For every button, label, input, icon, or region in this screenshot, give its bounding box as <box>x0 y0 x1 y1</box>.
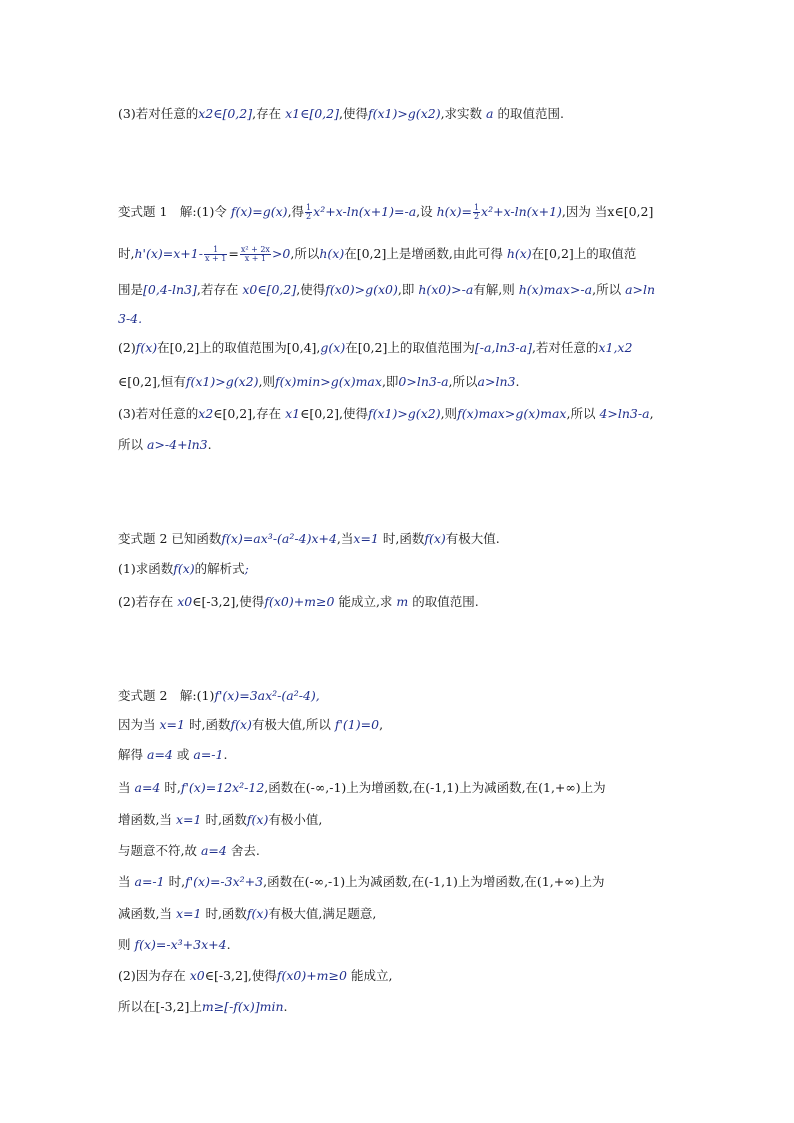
variant-2-question <box>118 531 688 547</box>
math: f(x)=-x³+3x+4 <box>134 937 227 952</box>
variant-2-solution-line-9 <box>118 937 688 953</box>
text: 减函数,当 <box>118 906 172 921</box>
fraction: $\frac{1}{x + 1}$ <box>204 245 227 263</box>
math: 4>ln3-a <box>599 406 650 421</box>
math: a=-1 <box>134 874 165 889</box>
math: x=1 <box>175 812 202 827</box>
variant-2-solution-line-4 <box>118 780 688 796</box>
text: , <box>649 406 654 421</box>
math: h(x0)>-a <box>418 282 474 297</box>
math: h(x)max>-a <box>518 282 593 297</box>
text: 则 <box>118 937 131 952</box>
text: (2)若存在 <box>118 594 174 609</box>
math: x1,x2 <box>598 340 633 355</box>
text: 在[0,2]上的取值范 <box>531 246 637 261</box>
text: ∈[-3,2],使得 <box>204 968 277 983</box>
math: f(x1)>g(x2) <box>367 106 441 121</box>
text: ,函数在(-∞,-1)上为增函数,在(-1,1)上为减函数,在(1,+∞)上为 <box>264 780 606 795</box>
variant-2-solution-line-3 <box>118 747 688 763</box>
math: f(x) <box>246 906 269 921</box>
variant-1-line-3 <box>118 282 688 298</box>
math: [0,4-ln3] <box>143 282 197 297</box>
math: a=-1 <box>193 747 224 762</box>
math: f(x)min>g(x)max <box>274 374 382 389</box>
text: ,存在 <box>252 106 282 121</box>
math: f'(x)=12x²-12 <box>180 780 265 795</box>
variant-2-solution-line-10 <box>118 968 688 984</box>
text: (1) <box>196 688 215 703</box>
text: . <box>226 937 231 952</box>
text: 有极大值,满足题意, <box>268 906 377 921</box>
math: x1 <box>285 406 301 421</box>
text: ∈[0,2],存在 <box>213 406 282 421</box>
text: ,所以 <box>448 374 478 389</box>
math: x²+x-ln(x+1)=-a <box>313 204 417 219</box>
text: ,求实数 <box>440 106 483 121</box>
solution-label: 变式题 2 解: <box>118 688 197 703</box>
text: ,则 <box>440 406 458 421</box>
text: . <box>515 374 520 389</box>
math: a=4 <box>200 843 227 858</box>
text: (1)令 <box>196 204 227 219</box>
question-3-line <box>118 106 688 122</box>
text: 增函数,当 <box>118 812 172 827</box>
text: 因为当 <box>118 717 156 732</box>
math: x1∈[0,2] <box>285 106 339 121</box>
math: h(x)= <box>436 204 472 219</box>
text: ,若对任意的 <box>531 340 599 355</box>
math: h(x) <box>319 246 345 261</box>
text: 时, <box>164 780 181 795</box>
text: 有极大值. <box>445 531 500 546</box>
text: 的取值范围. <box>497 106 564 121</box>
math: x0 <box>189 968 205 983</box>
math: x2∈[0,2] <box>198 106 253 121</box>
math: >0 <box>271 246 291 261</box>
fraction-half: $\frac{1}{2}$ <box>306 203 312 221</box>
variant-2-part-1 <box>118 561 688 577</box>
text: (1)求函数 <box>118 561 174 576</box>
variant-1-line-4 <box>118 311 688 327</box>
text: (3)若对任意的 <box>118 406 199 421</box>
text: ,所以 <box>592 282 622 297</box>
text: 时,函数 <box>205 906 247 921</box>
variant-2-solution-line-7 <box>118 874 688 890</box>
text: ,若存在 <box>196 282 239 297</box>
text: 当x∈[0,2] <box>594 204 654 219</box>
text: ,即 <box>381 374 399 389</box>
text: . <box>283 999 288 1014</box>
math: f(x1)>g(x2) <box>367 406 441 421</box>
text: 当 <box>118 780 131 795</box>
math: a <box>486 106 494 121</box>
text: 时,函数 <box>205 812 247 827</box>
text: 当 <box>118 874 131 889</box>
variant-2-solution-line-6 <box>118 843 688 859</box>
math: ; <box>244 561 249 576</box>
math: f(x) <box>173 561 195 576</box>
math: f'(x)=3ax²-(a²-4), <box>214 688 320 703</box>
solution-label: 变式题 1 解: <box>118 204 197 219</box>
math: f(x) <box>424 531 446 546</box>
text: 解得 <box>118 747 144 762</box>
math: a=4 <box>134 780 161 795</box>
math: m≥[-f(x)]min <box>201 999 284 1014</box>
text: ,得 <box>287 204 305 219</box>
math: x²+x-ln(x+1) <box>481 204 562 219</box>
text: ,则 <box>258 374 275 389</box>
text: 的取值范围. <box>412 594 479 609</box>
variant-2-solution-line-1 <box>118 688 688 704</box>
text: ∈[0,2],恒有 <box>118 374 186 389</box>
text: ,因为 <box>561 204 591 219</box>
math: x=1 <box>353 531 379 546</box>
math: x0 <box>177 594 193 609</box>
math: a>ln3 <box>477 374 516 389</box>
text: 舍去. <box>230 843 260 858</box>
math: f(x)=ax³-(a²-4)x+4 <box>221 531 337 546</box>
math: [-a,ln3-a] <box>474 340 532 355</box>
math: 3-4. <box>118 311 143 326</box>
text: 有极小值, <box>268 812 323 827</box>
variant-1-line-6 <box>118 374 688 390</box>
variant-1-line-5 <box>118 340 688 356</box>
text: 能成立,求 <box>338 594 393 609</box>
text: ,所以 <box>566 406 596 421</box>
variant-2-solution-line-2 <box>118 717 688 733</box>
math: a>ln <box>625 282 656 297</box>
fraction-half: $\frac{1}{2}$ <box>473 203 480 221</box>
text: (3)若对任意的 <box>118 106 199 121</box>
variant-2-solution-line-5 <box>118 812 688 828</box>
text: 围是 <box>118 282 144 297</box>
variant-1-line-8 <box>118 437 688 453</box>
math: f(x0)+m≥0 <box>276 968 347 983</box>
math: a=4 <box>147 747 173 762</box>
text: (2)因为存在 <box>118 968 186 983</box>
text: ∈[0,2],使得 <box>300 406 368 421</box>
math: x=1 <box>175 906 202 921</box>
text: , <box>379 717 384 732</box>
math: f'(1)=0 <box>334 717 380 732</box>
math: f(x)=g(x) <box>230 204 288 219</box>
math: f'(x)=-3x²+3 <box>185 874 264 889</box>
math: x2 <box>198 406 214 421</box>
text: 时, <box>118 246 135 261</box>
math: f(x0)+m≥0 <box>264 594 335 609</box>
text: 时,函数 <box>188 717 231 732</box>
math: m <box>396 594 409 609</box>
question-label: 变式题 2 已知函数 <box>118 531 222 546</box>
text: ∈[-3,2],使得 <box>192 594 265 609</box>
text: ,使得 <box>296 282 326 297</box>
text: 在[0,2]上的取值范围为[0,4], <box>157 340 321 355</box>
text: ,当 <box>336 531 354 546</box>
text: ,即 <box>397 282 415 297</box>
variant-2-solution-line-8 <box>118 906 688 922</box>
text: 在[0,2]上的取值范围为 <box>345 340 475 355</box>
math: g(x) <box>320 340 346 355</box>
variant-1-line-2: 时,h'(x)=x+1- $\frac{1}{x + 1}$ = $\frac{\text{x² + 2x}}{x + 1}$ >0,所以h(x)在[0,2]上是增函数,由此可得 h(x)在[0,2]上的取值范 <box>118 245 637 263</box>
text: 有极大值,所以 <box>251 717 331 732</box>
text: 时,函数 <box>382 531 425 546</box>
text: 与题意不符,故 <box>118 843 197 858</box>
text: 的解析式 <box>194 561 245 576</box>
text: 或 <box>176 747 190 762</box>
text: ,函数在(-∞,-1)上为减函数,在(-1,1)上为增函数,在(1,+∞)上为 <box>263 874 605 889</box>
text: ,设 <box>416 204 433 219</box>
text: 时, <box>168 874 186 889</box>
math: f(x0)>g(x0) <box>325 282 398 297</box>
math: a>-4+ln3 <box>147 437 208 452</box>
fraction: $\frac{\text{x² + 2x}}{x + 1}$ <box>240 245 270 263</box>
math: f(x) <box>135 340 158 355</box>
variant-2-solution-line-11 <box>118 999 688 1015</box>
text: 所以 <box>118 437 144 452</box>
variant-1-line-7 <box>118 406 688 422</box>
text: ,使得 <box>338 106 368 121</box>
math: 0>ln3-a <box>398 374 449 389</box>
math: f(x)max>g(x)max <box>457 406 567 421</box>
math: h(x) <box>506 246 532 261</box>
text: ,所以 <box>290 246 320 261</box>
variant-1-line-1 <box>118 204 688 221</box>
text: (2) <box>118 340 136 355</box>
text: . <box>207 437 212 452</box>
text: 在[0,2]上是增函数,由此可得 <box>344 246 503 261</box>
math: f(x) <box>230 717 252 732</box>
text: . <box>223 747 228 762</box>
variant-2-part-2 <box>118 594 688 610</box>
math: x0∈[0,2] <box>242 282 297 297</box>
math: f(x1)>g(x2) <box>185 374 259 389</box>
text: 有解,则 <box>473 282 515 297</box>
math: x=1 <box>159 717 185 732</box>
text: 能成立, <box>350 968 393 983</box>
math: f(x) <box>246 812 269 827</box>
text: 所以在[-3,2]上 <box>118 999 202 1014</box>
math: h'(x)=x+1- <box>134 246 203 261</box>
